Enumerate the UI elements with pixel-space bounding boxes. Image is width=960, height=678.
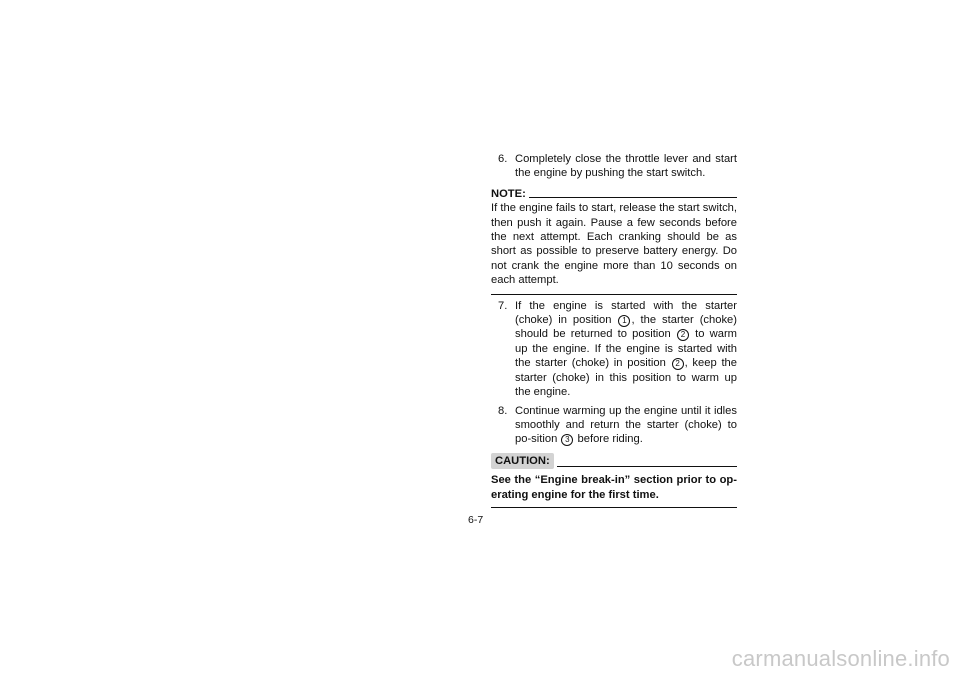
step-6 [491, 152, 737, 181]
position-marker-1: 1 [618, 315, 630, 327]
step-8 [491, 404, 737, 447]
step-number: 7. [498, 299, 508, 312]
position-marker-3: 3 [561, 434, 573, 446]
note-end-rule [491, 294, 737, 295]
step-text-part: to warm up the engine. If the engine is started with the starter (choke) in position [515, 328, 737, 370]
position-marker-2: 2 [677, 329, 689, 341]
manual-column [491, 152, 737, 508]
step-text-part: , keep the starter (choke) in this position to warm up the engine. [515, 357, 737, 399]
step-text-part: before riding. [574, 433, 643, 446]
page-number: 6-7 [468, 514, 484, 526]
caution-end-rule [491, 507, 737, 508]
step-7 [491, 299, 737, 400]
step-text-part: , the starter (choke) should be returned to position [515, 314, 737, 341]
caution-label: CAUTION: [491, 453, 554, 469]
caution-rule [557, 466, 737, 467]
note-label: NOTE: [491, 187, 526, 200]
step-text: Completely close the throttle lever and start the engine by pushing the start switch. [515, 153, 737, 180]
step-text-part: If the engine is started with the starter (choke) in position [515, 299, 737, 327]
watermark: carmanualsonline.info [731, 646, 950, 671]
note-heading [491, 187, 737, 201]
note-rule [529, 197, 737, 198]
step-number: 6. [498, 153, 508, 165]
caution-text: See the “Engine break-in” section prior to op-erating engine for the first time. [491, 474, 737, 501]
position-marker-2: 2 [672, 358, 684, 370]
step-text-part: Continue warming up the engine until it idles smoothly and return the starter (choke) to po-sition [515, 404, 737, 446]
caution-heading [491, 453, 737, 469]
step-number: 8. [498, 404, 508, 417]
note-text: If the engine fails to start, release the start switch, then push it again. Pause a few seconds before the next attempt. Each cranking should be as short as possible to preserve battery energy. Do not crank the engine more than 10 seconds on each attempt. [491, 202, 737, 287]
